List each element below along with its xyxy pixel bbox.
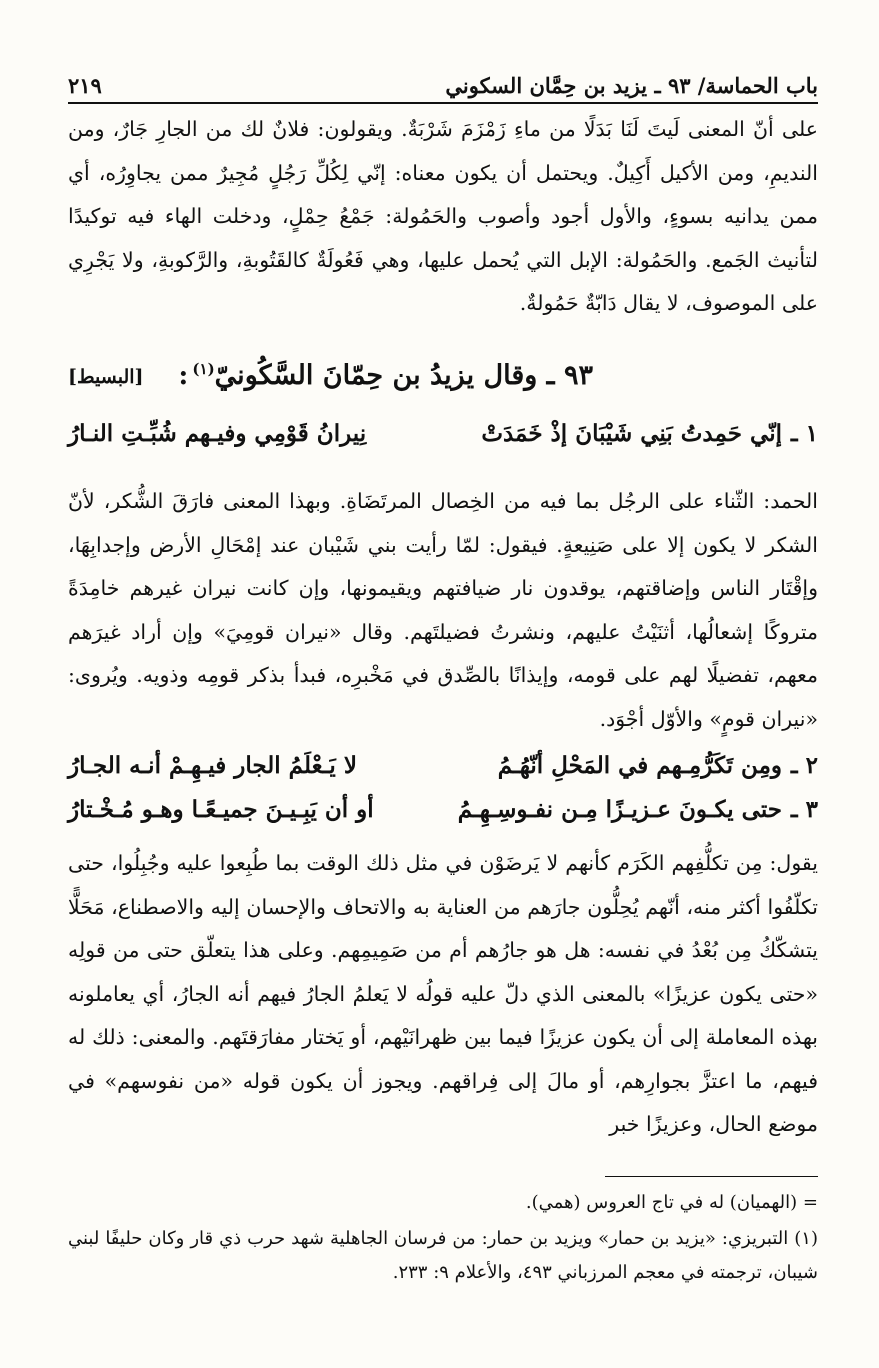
verse-second-hemistich: أو أن يَبِـيـنَ جميـعًـا وهـو مُـخْـتارُ: [68, 796, 374, 823]
poetic-meter-label: [البسيط]: [68, 366, 144, 388]
footnote-divider: [605, 1176, 818, 1177]
verse-first-hemistich: حتى يكـونَ عـزيـزًا مِـن نفـوسِـهِـمُ: [457, 796, 782, 823]
paragraph-commentary-top: على أنّ المعنى لَيتَ لَنَا بَدَلًا من ماءِ زَمْزَمَ شَرْبَةٌ. ويقولون: فلانٌ لك من الجارِ جَارٌ، ومن النديمِ، ومن الأكيل أَكِيلٌ. ويحتمل أن يكون معناه: إنّي لِكُلِّ رَجُلٍ مُجِيرٌ ممن يجاوِرُه، أي ممن يدانيه بسوءٍ، والأول أجود وأصوب والحَمُولة: جَمْعُ حِمْلٍ، ودخلت الهاء فيه توكيدًا لتأنيث الجَمع. والحَمُولة: الإبل التي يُحمل عليها، وهي فَعُولَةٌ كالقَتُوبةِ، والرَّكوبةِ، ولا يَجْرِي على الموصوف، لا يقال دَابّةٌ حَمُولةٌ.: [68, 117, 818, 315]
footnote-reference: (١): [192, 360, 215, 378]
verse-second-hemistich: نِيرانُ قَوْمِي وفيـهم شُبِّـتِ النـارُ: [68, 420, 367, 447]
poem-heading: [68, 354, 818, 414]
footnote-text: التبريزي: «يزيد بن حمار» ويزيد بن حمار: من فرسان الجاهلية شهد حرب ذي قار وكان حليفًا لبني شيبان، ترجمته في معجم المرزباني ٤٩٣، والأعلام ٩: ٢٣٣.: [68, 1228, 818, 1283]
verse-1: [68, 420, 818, 464]
poem-title-text: ٩٣ ـ وقال يزيدُ بن حِمّانَ السَّكُونيّ: [214, 360, 593, 391]
running-title: باب الحماسة/ ٩٣ ـ يزيد بن حِمَّان السكوني: [445, 73, 818, 98]
page-number: ٢١٩: [68, 73, 102, 98]
verse-first-hemistich: إنّي حَمِدتُ بَنِي شَيْبَانَ إذْ خَمَدَتْ: [481, 420, 782, 447]
verse-second-hemistich: لا يَـعْلَمُ الجار فيـهِـمْ أنـه الجـارُ: [68, 752, 357, 779]
footnote-continued: [68, 1186, 818, 1220]
poem-title: [178, 360, 593, 391]
verse-2: [68, 752, 818, 796]
footnote-mark: =: [802, 1192, 818, 1213]
running-header: [68, 58, 818, 104]
footnote-mark: (١): [794, 1228, 818, 1249]
verse-number: ٢ ـ: [790, 752, 818, 779]
verse-number: ١ ـ: [790, 420, 818, 447]
footnote-1: [68, 1222, 818, 1290]
verse-3: [68, 796, 818, 840]
verse-first-hemistich: ومِن تَكَرُّمِـهم في المَحْلِ أنّهُـمُ: [497, 752, 782, 779]
verse-number: ٣ ـ: [790, 796, 818, 823]
paragraph-commentary-verses-2-3: يقول: مِن تكلُّفِهم الكَرَم كأنهم لا يَرضَوْن في مثل ذلك الوقت بما طُبِعوا عليه وجُبِلُوا، حتى تكلّفُوا أكثر منه، أنّهم يُحِلُّون جارَهم من العناية به والاتحاف والإحسان إليه والاصطناع، مَحَلًّا يتشكّكُ مِن بُعْدُ في نفسه: هل هو جارُهم أم من صَمِيمِهم. وعلى هذا يتعلّق حتى من قولِه «حتى يكون عزيزًا» بالمعنى الذي دلّ عليه قولُه لا يَعلمُ الجارُ فيهم أنه الجارُ، أي يعاملونه بهذه المعاملة إلى أن يكون عزيزًا فيما بين ظهرانَيْهم، أو يَختار مفارَقتَهم. والمعنى: ذلك له فيهم، ما اعتزَّ بجوارِهم، أو مالَ إلى فِراقهم. ويجوز أن يكون قوله «من نفوسهم» في موضع الحال، وعزيزًا خبر: [68, 851, 818, 1136]
footnote-text: (الهميان) له في تاج العروس (همي).: [525, 1192, 798, 1213]
paragraph-commentary-verse-1: الحمد: الثّناء على الرجُل بما فيه من الخِصال المرتَضَاةِ. وبهذا المعنى فارَقَ الشُّكر، لأنّ الشكر لا يكون إلا على صَنِيعةٍ. فيقول: لمّا رأيت بني شَيْبان عند إمْحَالِ الأرض وإجدابِهَا، وإقْتَار الناس وإضاقتهم، يوقدون نار ضيافتهم ويقيمونها، وإن كانت نيران غيرهم خامِدَةً متروكًا إشعالُها، أثنَيْتُ عليهم، ونشرتُ فضيلتَهم. وقال «نيران قومِيَ» وإن أراد غيرَهم معهم، تفضيلًا لهم على قومه، وإيذانًا بالصِّدق في مَخْبرِه، فبدأ بذكر قومِه وذويه. ويُروى: «نيران قومٍ» والأوّل أجْوَد.: [68, 489, 818, 731]
poem-title-colon: :: [178, 360, 189, 391]
